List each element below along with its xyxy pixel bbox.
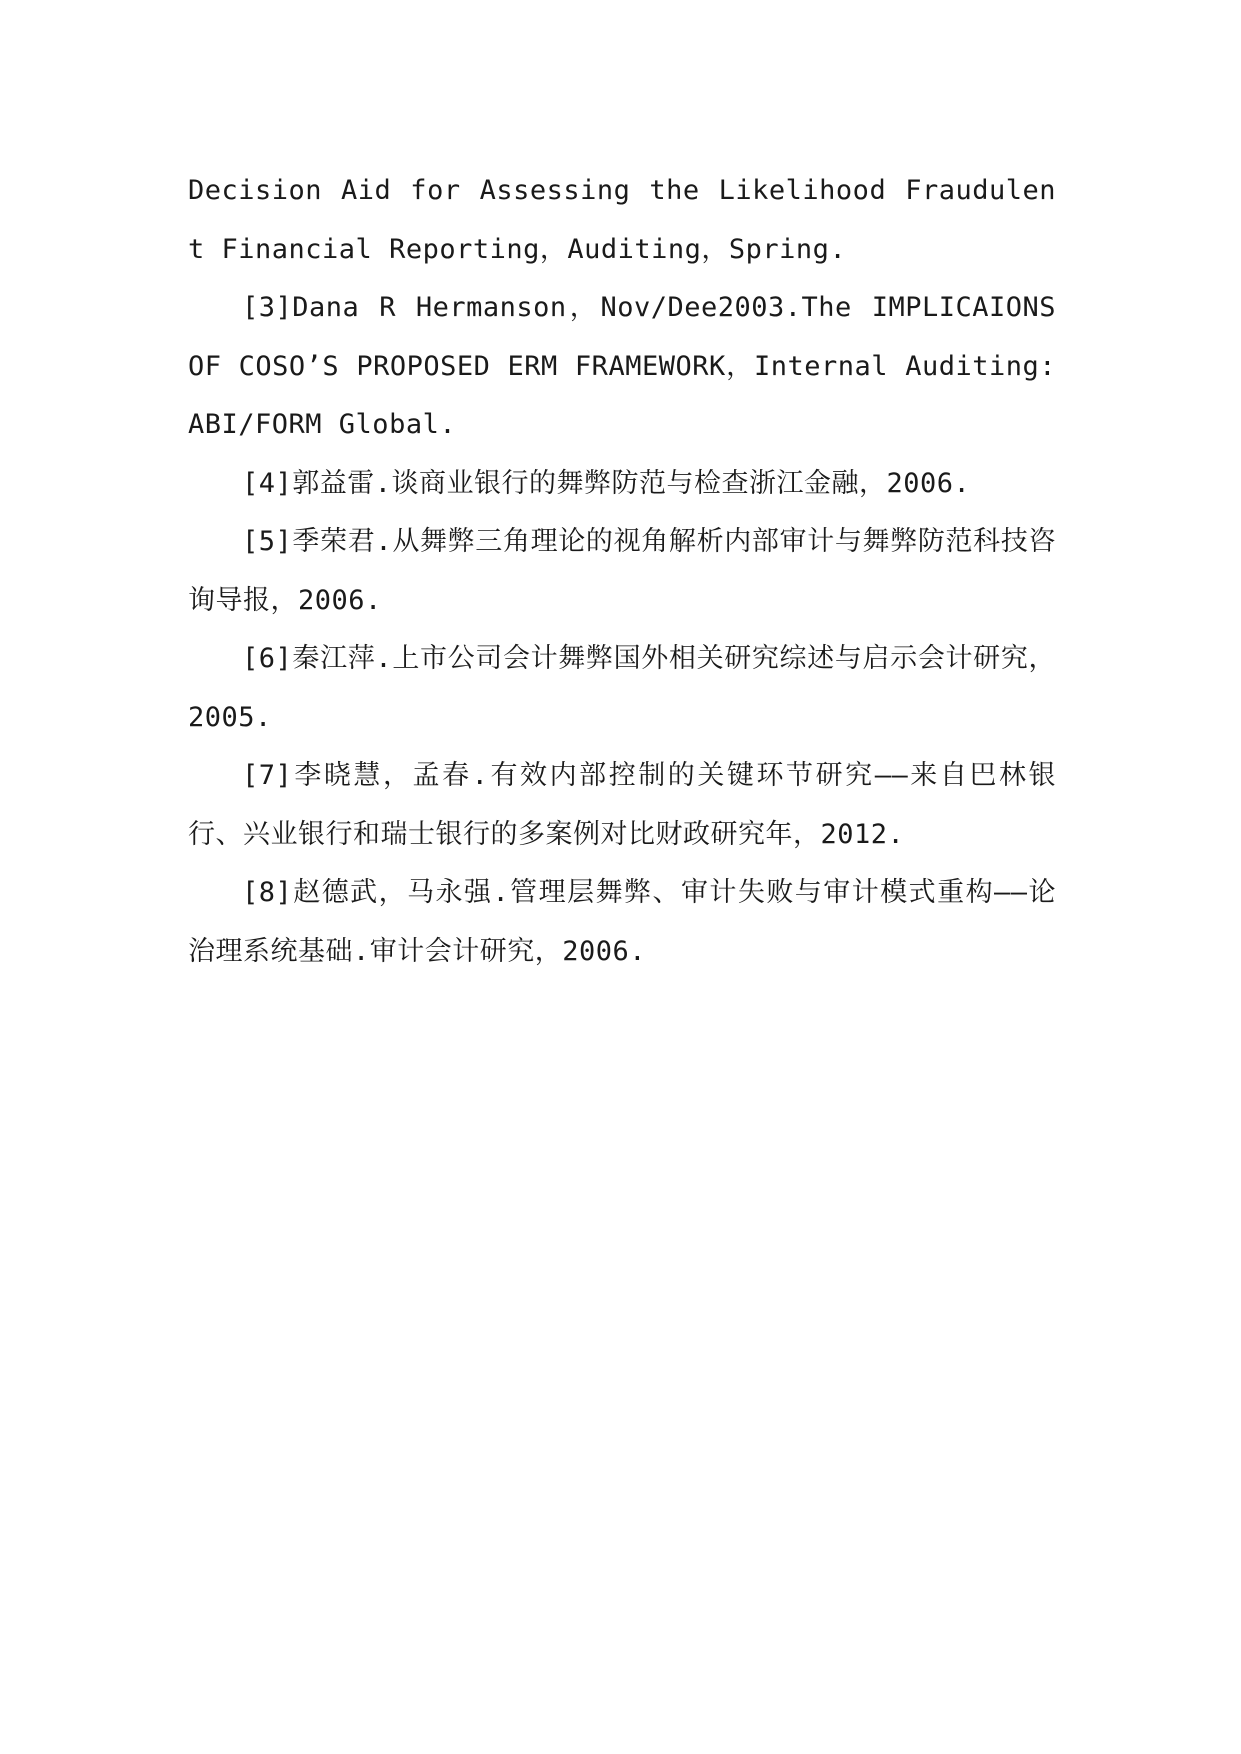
- reference-item-6: [6]秦江萍.上市公司会计舞弊国外相关研究综述与启示会计研究，2005.: [188, 643, 1056, 733]
- reference-item-5: [5]季荣君.从舞弊三角理论的视角解析内部审计与舞弊防范科技咨询导报，2006.: [188, 526, 1056, 616]
- reference-item-3: [3]Dana R Hermanson，Nov/Dee2003.The IMPLICAIONS OF COSO’S PROPOSED ERM FRAMEWORK，Internal Auditing: ABI/FORM Global.: [188, 292, 1056, 440]
- reference-item-4: [4]郭益雷.谈商业银行的舞弊防范与检查浙江金融，2006.: [242, 467, 971, 499]
- reference-list: [188, 162, 1056, 981]
- reference-item-8: [8]赵德武，马永强.管理层舞弊、审计失败与审计模式重构——论治理系统基础.审计会计研究，2006.: [188, 877, 1056, 967]
- reference-item-2-continued: Decision Aid for Assessing the Likelihood Fraudulent Financial Reporting，Auditing，Spring.: [188, 175, 1056, 265]
- reference-item-7: [7]李晓慧，孟春.有效内部控制的关键环节研究——来自巴林银行、兴业银行和瑞士银行的多案例对比财政研究年，2012.: [188, 760, 1056, 850]
